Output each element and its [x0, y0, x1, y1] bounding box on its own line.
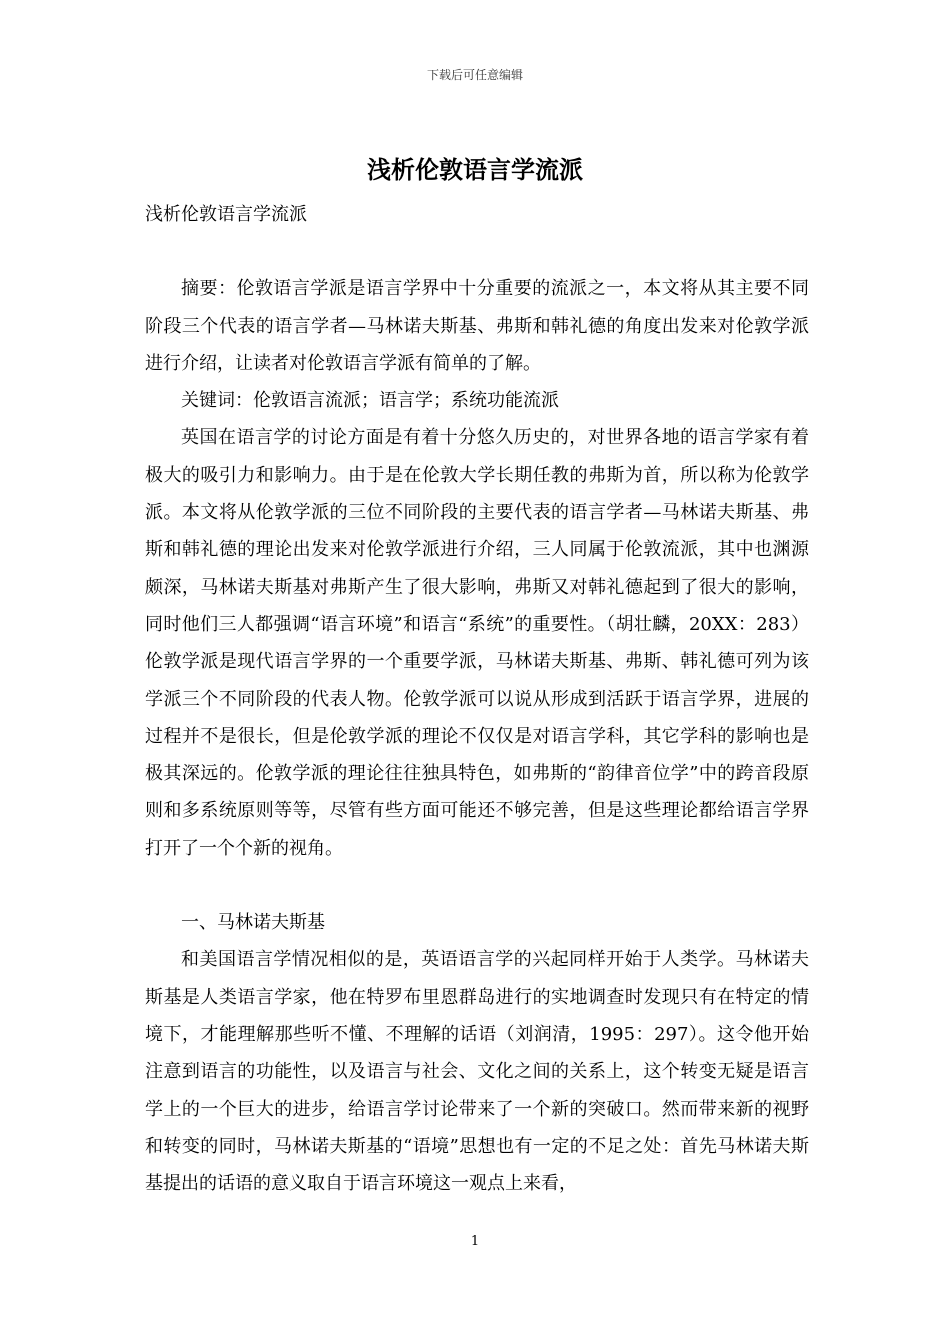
- abstract-paragraph: 摘要：伦敦语言学派是语言学界中十分重要的流派之一，本文将从其主要不同阶段三个代表的语言学者—马林诺夫斯基、弗斯和韩礼德的角度出发来对伦敦学派进行介绍，让读者对伦敦语言学派有简单的了解。: [145, 278, 809, 374]
- document-body: [145, 196, 809, 1202]
- section-paragraph: 和美国语言学情况相似的是，英语语言学的兴起同样开始于人类学。马林诺夫斯基是人类语言学家，他在特罗布里恩群岛进行的实地调查时发现只有在特定的情境下，才能理解那些听不懂、不理解的话语（刘润清，1995：297）。这令他开始注意到语言的功能性，以及语言与社会、文化之间的关系上，这个转变无疑是语言学上的一个巨大的进步，给语言学讨论带来了一个新的突破口。然而带来新的视野和转变的同时，马林诺夫斯基的“语境”思想也有一定的不足之处：首先马林诺夫斯基提出的话语的意义取自于语言环境这一观点上来看，: [145, 949, 809, 1195]
- page-number: 1: [470, 1234, 480, 1249]
- section-spacer: [145, 867, 809, 904]
- header-note: 下载后可任意编辑: [426, 68, 523, 82]
- document-subtitle: 浅析伦敦语言学流派: [145, 204, 307, 225]
- keywords-paragraph: 关键词：伦敦语言流派；语言学；系统功能流派: [181, 390, 559, 412]
- document-title: 浅析伦敦语言学流派: [367, 155, 583, 184]
- section-heading: 一、马林诺夫斯基: [181, 912, 325, 934]
- intro-paragraph: 英国在语言学的讨论方面是有着十分悠久历史的，对世界各地的语言学家有着极大的吸引力和影响力。由于是在伦敦大学长期任教的弗斯为首，所以称为伦敦学派。本文将从伦敦学派的三位不同阶段的主要代表的语言学者—马林诺夫斯基、弗斯和韩礼德的理论出发来对伦敦学派进行介绍，三人同属于伦敦流派，其中也渊源颇深，马林诺夫斯基对弗斯产生了很大影响，弗斯又对韩礼德起到了很大的影响，同时他们三人都强调“语言环境”和语言“系统”的重要性。（胡壮麟，20XX：283）伦敦学派是现代语言学界的一个重要学派，马林诺夫斯基、弗斯、韩礼德可列为该学派三个不同阶段的代表人物。伦敦学派可以说从形成到活跃于语言学界，进展的过程并不是很长，但是伦敦学派的理论不仅仅是对语言学科，其它学科的影响也是极其深远的。伦敦学派的理论往往独具特色，如弗斯的“韵律音位学”中的跨音段原则和多系统原则等等，尽管有些方面可能还不够完善，但是这些理论都给语言学界打开了一个个新的视角。: [145, 427, 809, 859]
